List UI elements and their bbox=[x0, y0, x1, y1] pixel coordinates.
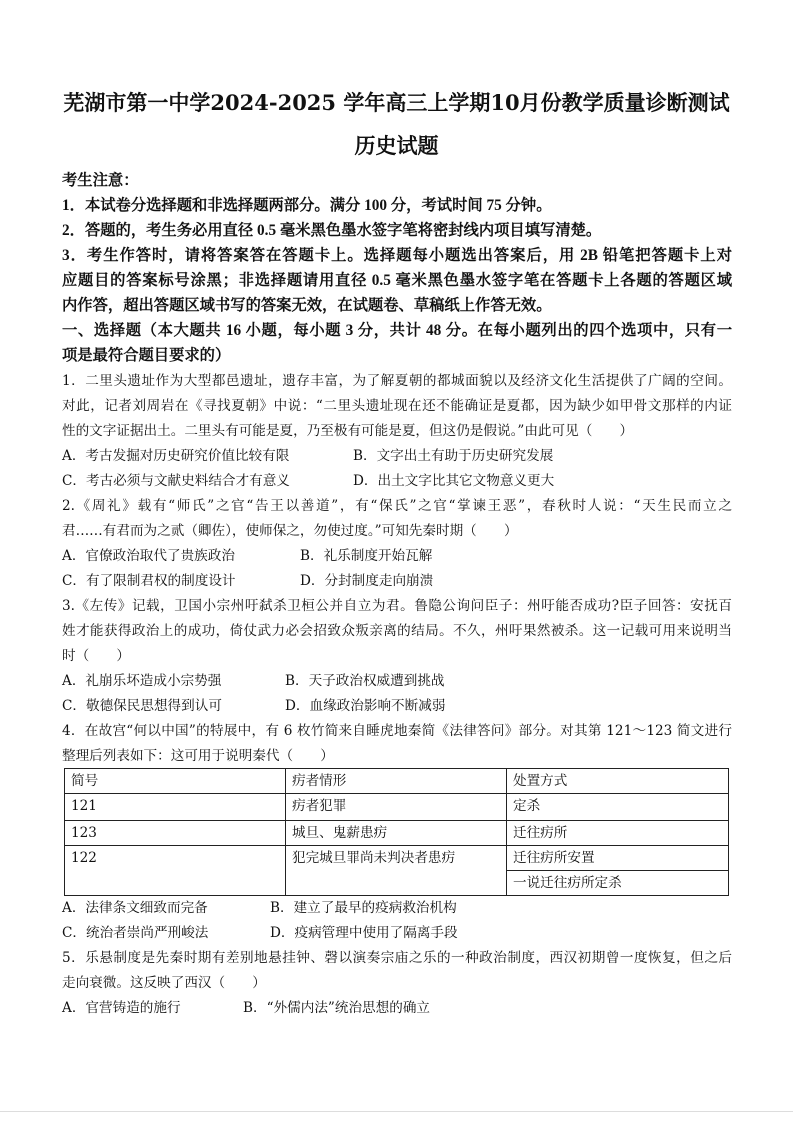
option-c: C．敬德保民思想得到认可 bbox=[62, 698, 222, 714]
table-header-row bbox=[65, 769, 729, 794]
table-header: 简号 bbox=[65, 769, 286, 794]
notice-item: 3．考生作答时，请将答案答在答题卡上。选择题每小题选出答案后，用 2B 铅笔把答题卡上对 bbox=[62, 247, 732, 264]
section-heading: 项是最符合题目要求的） bbox=[62, 347, 231, 364]
notice-item: 应题目的答案标号涂黑；非选择题请用直径 0.5 毫米黑色墨水签字笔在答题卡上各题的答题区域 bbox=[62, 272, 732, 289]
table-header: 疠者情形 bbox=[286, 769, 507, 794]
table-cell: 一说迁往疠所定杀 bbox=[507, 871, 729, 896]
table-cell: 迁往疠所安置 bbox=[507, 846, 729, 871]
option-d: D．血缘政治影响不断减弱 bbox=[285, 698, 446, 714]
table-cell: 定杀 bbox=[507, 794, 729, 821]
question-text: 君……有君而为之贰（卿佐），使师保之，勿使过度。”可知先秦时期（ ） bbox=[62, 523, 518, 539]
table-row bbox=[65, 821, 729, 846]
question-text: 走向衰微。这反映了西汉（ ） bbox=[62, 975, 266, 991]
exam-title: 芜湖市第一中学2024-2025 学年高三上学期10月份教学质量诊断测试 bbox=[63, 90, 730, 115]
question-text: 1．二里头遗址作为大型都邑遗址，遗存丰富，为了解夏朝的都城面貌以及经济文化生活提供了广阔的空间。 bbox=[62, 373, 732, 389]
question-text: 性的文字证据出土。二里头有可能是夏，乃至极有可能是夏，但这仍是假说。”由此可见（ ） bbox=[62, 423, 634, 439]
notice-heading: 考生注意： bbox=[62, 172, 139, 189]
option-b: B．文字出土有助于历史研究发展 bbox=[353, 448, 554, 464]
question-4-options-and-5 bbox=[62, 896, 732, 1021]
option-c: C．统治者崇尚严刑峻法 bbox=[62, 925, 209, 941]
table-cell: 迁往疠所 bbox=[507, 821, 729, 846]
option-c: C．考古必须与文献史料结合才有意义 bbox=[62, 473, 290, 489]
option-c: C．有了限制君权的制度设计 bbox=[62, 573, 236, 589]
notice-item: 1．本试卷分选择题和非选择题两部分。满分 100 分，考试时间 75 分钟。 bbox=[62, 197, 552, 214]
option-b: B．建立了最早的疫病救治机构 bbox=[270, 900, 457, 916]
notice bbox=[62, 168, 732, 368]
leprosy-table bbox=[64, 768, 729, 896]
option-d: D．疫病管理中使用了隔离手段 bbox=[270, 925, 458, 941]
option-d: D．分封制度走向崩溃 bbox=[300, 573, 434, 589]
option-a: A．礼崩乐坏造成小宗势强 bbox=[62, 673, 222, 689]
subject-title: 历史试题 bbox=[354, 133, 439, 158]
notice-item: 2．答题的，考生务必用直径 0.5 毫米黑色墨水签字笔将密封线内项目填写清楚。 bbox=[62, 222, 602, 239]
table-cell: 121 bbox=[65, 794, 286, 821]
table-header: 处置方式 bbox=[507, 769, 729, 794]
table-cell: 城旦、鬼薪患疠 bbox=[286, 821, 507, 846]
question-text: 5．乐悬制度是先秦时期有差别地悬挂钟、磬以演奏宗庙之乐的一种政治制度，西汉初期曾一度恢复，但之后 bbox=[62, 950, 732, 966]
notice-item: 内作答，超出答题区域书写的答案无效，在试题卷、草稿纸上作答无效。 bbox=[62, 297, 552, 314]
question-text: 2.《周礼》载有“师氏”之官“告王以善道”，有“保氏”之官“掌谏王恶”，春秋时人说：“天生民而立之 bbox=[62, 498, 732, 514]
question-text: 对此，记者刘周岩在《寻找夏朝》中说：“二里头遗址现在还不能确证是夏都，因为缺少如甲骨文那样的内证 bbox=[62, 398, 732, 414]
question-text: 整理后列表如下：这可用于说明秦代（ ） bbox=[62, 748, 334, 764]
question-text: 4．在故宫“何以中国”的特展中，有 6 枚竹简来自睡虎地秦简《法律答问》部分。对其第 121～123 简文进行 bbox=[62, 723, 732, 739]
option-a: A．法律条文细致而完备 bbox=[62, 900, 208, 916]
table-cell: 疠者犯罪 bbox=[286, 794, 507, 821]
table-cell: 犯完城旦罪尚未判决者患疠 bbox=[286, 846, 507, 896]
question-text: 时（ ） bbox=[62, 648, 130, 664]
question-1 bbox=[62, 369, 732, 769]
option-b: B．“外儒内法”统治思想的确立 bbox=[243, 1000, 431, 1016]
question-text: 姓才能获得政治上的成功，倚仗武力必会招致众叛亲离的结局。不久，州吁果然被杀。这一记载可用来说明当 bbox=[62, 623, 732, 639]
option-a: A．考古发掘对历史研究价值比较有限 bbox=[62, 448, 290, 464]
option-a: A．官营铸造的施行 bbox=[62, 1000, 181, 1016]
table-row bbox=[65, 794, 729, 821]
page-bottom-rule bbox=[0, 1111, 793, 1112]
table-row bbox=[65, 846, 729, 871]
section-heading: 一、选择题（本大题共 16 小题，每小题 3 分，共计 48 分。在每小题列出的四个选项中，只有一 bbox=[62, 322, 732, 339]
question-text: 3.《左传》记载，卫国小宗州吁弑杀卫桓公并自立为君。鲁隐公询问臣子：州吁能否成功?臣子回答：安抚百 bbox=[62, 598, 732, 614]
option-b: B．天子政治权威遭到挑战 bbox=[285, 673, 445, 689]
table-cell: 122 bbox=[65, 846, 286, 896]
option-a: A．官僚政治取代了贵族政治 bbox=[62, 548, 235, 564]
option-b: B．礼乐制度开始瓦解 bbox=[300, 548, 433, 564]
option-d: D．出土文字比其它文物意义更大 bbox=[353, 473, 555, 489]
table-cell: 123 bbox=[65, 821, 286, 846]
